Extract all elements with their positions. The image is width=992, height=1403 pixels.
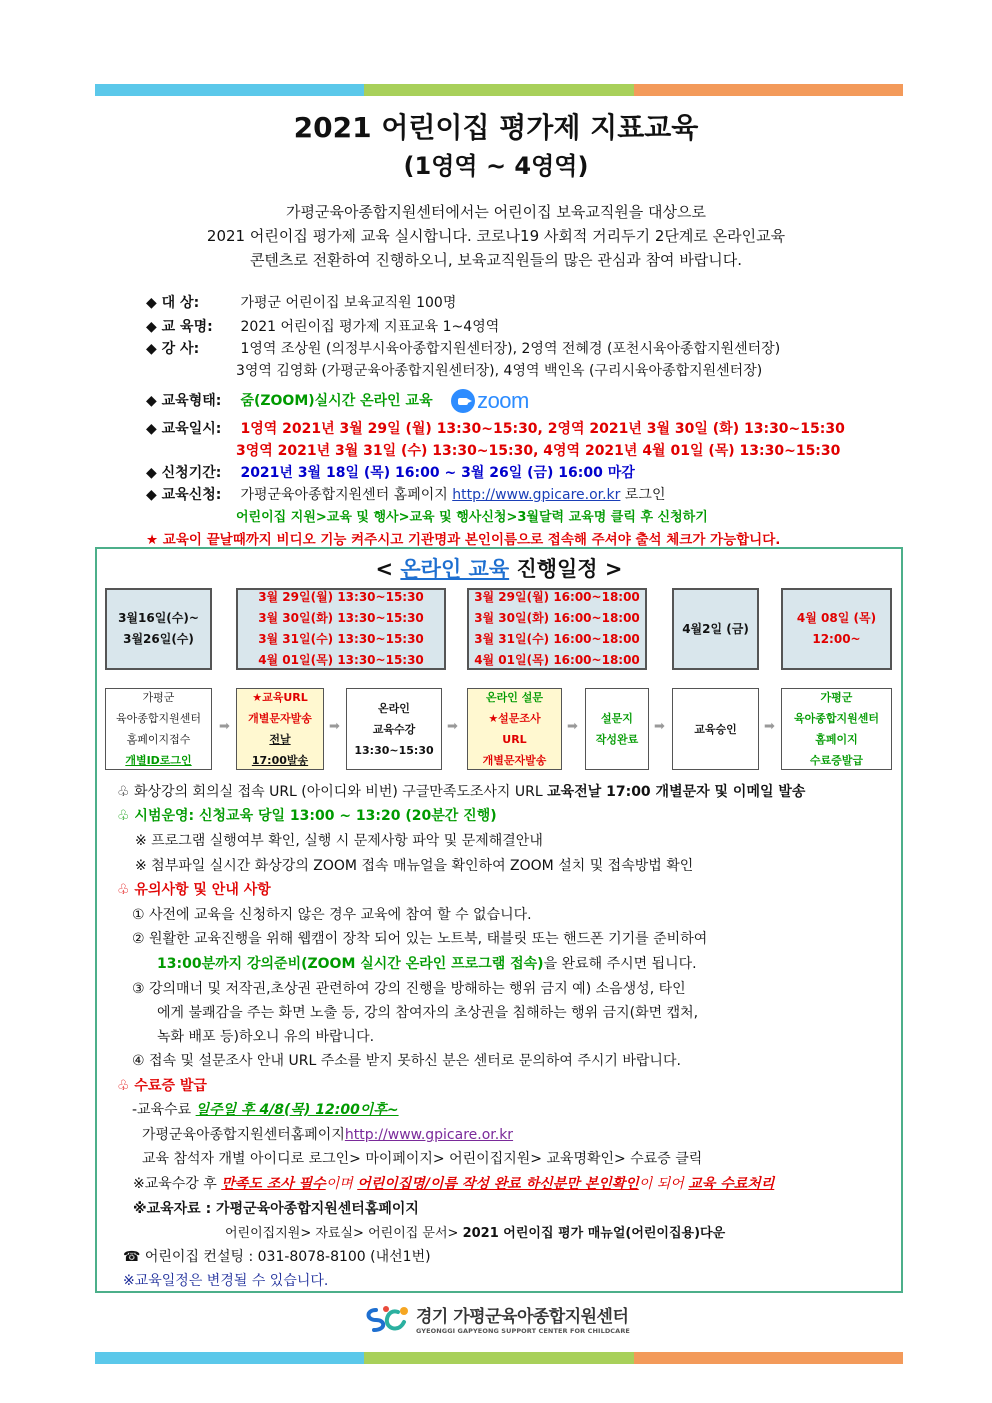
flow-text: 전날 [269, 733, 291, 746]
flow-step-url [236, 688, 324, 770]
apply-period-label: ◆ 신청기간: [146, 465, 222, 481]
info-target [146, 292, 456, 312]
schedule-title-bracket: < [375, 557, 394, 581]
flow-arrow-icon: ➡ [447, 719, 458, 734]
schedule-title [97, 553, 901, 583]
cond-red: 이며 [325, 1176, 353, 1192]
attendance-notice: ★ 교육이 끝날때까지 비디오 기능 켜주시고 기관명과 본인이름으로 접속해 주셔야 출석 체크가 가능합니다. [146, 532, 781, 548]
apply-path: 어린이집 지원>교육 및 행사>교육 및 행사신청>3월달력 교육명 클릭 후 신청하기 [236, 510, 708, 525]
flow-text: 홈페이지접수 [126, 733, 191, 746]
zoom-logo-text: zoom [477, 388, 529, 413]
center-name-korean: 경기 가평군육아종합지원센터 [416, 1307, 629, 1327]
info-lecturer [146, 338, 780, 358]
flow-text: 가평군 [142, 691, 175, 704]
center-name-english: GYEONGGI GAPYEONG SUPPORT CENTER FOR CHILDCARE [416, 1327, 630, 1335]
flow-step-apply [105, 688, 212, 770]
lecturer-line: 3영역 김영화 (가평군육아종합지원센터장), 4영역 백인옥 (구리시육아종합지원센터장) [236, 363, 763, 379]
date-text: 4월2일 (금) [682, 621, 749, 636]
flow-text: 온라인 설문 [486, 691, 543, 704]
zoom-logo [451, 388, 529, 414]
cond-red: 어린이집명/이름 작성 완료 하신분만 본인확인 [357, 1176, 639, 1192]
lecturer-label: ◆ 강 사: [146, 341, 200, 357]
cond-red: 만족도 조사 필수 [221, 1176, 326, 1192]
flow-text: 가평군 [820, 691, 853, 704]
zoom-camera-icon [451, 389, 475, 413]
caution-item-cont: 에게 불쾌감을 주는 화면 노출 등, 강의 참여자의 초상권을 침해하는 행위 금지(화면 캡처, [157, 1005, 699, 1021]
course-label: ◆ 교 육명: [146, 319, 213, 335]
flow-arrow-icon: ➡ [219, 719, 230, 734]
flow-step-class [346, 688, 442, 770]
course-value: 2021 어린이집 평가제 지표교육 1~4영역 [240, 319, 500, 335]
pilot-note: ※ 프로그램 실행여부 확인, 실행 시 문제사항 파악 및 문제해결안내 [135, 833, 543, 849]
date-text: 3월 29일(월) 13:30~15:30 [258, 590, 424, 604]
date-text: 3월 31일(수) 13:30~15:30 [258, 632, 424, 646]
certificate-label: -교육수료 [132, 1102, 192, 1118]
url-send-notice [117, 781, 805, 801]
flow-text: 개별문자발송 [482, 754, 547, 767]
date-text: 12:00~ [812, 632, 861, 646]
caution-text: 을 완료해 주시면 됩니다. [543, 956, 697, 972]
materials-path [225, 1222, 725, 1241]
flow-text: 온라인 [378, 701, 410, 715]
flow-step-survey [467, 688, 562, 770]
flow-text: 개별문자발송 [248, 712, 312, 725]
cond-text: ※교육수강 후 [133, 1176, 217, 1192]
notice-bold: 교육전날 17:00 개별문자 및 이메일 발송 [547, 784, 806, 800]
schedule-change-note: ※교육일정은 변경될 수 있습니다. [123, 1273, 329, 1289]
center-logo [362, 1302, 630, 1335]
site-url-link[interactable]: http://www.gpicare.or.kr [344, 1127, 514, 1143]
flow-text: 작성완료 [595, 733, 639, 746]
cautions-heading: ♧ 유의사항 및 안내 사항 [117, 882, 271, 898]
apply-url-link[interactable]: http://www.gpicare.or.kr [452, 487, 621, 503]
site-label: 가평군육아종합지원센터홈페이지 [142, 1127, 345, 1143]
bottom-color-stripe [95, 1352, 903, 1364]
info-format [146, 388, 529, 414]
flow-arrow-icon: ➡ [329, 719, 340, 734]
flow-step-approve [672, 688, 759, 770]
target-value: 가평군 어린이집 보육교직원 100명 [240, 295, 457, 311]
flow-text: 개별ID로그인 [125, 754, 192, 767]
flow-text: 설문지 [601, 712, 633, 725]
date-box-apply [105, 588, 212, 670]
flow-arrow-icon: ➡ [764, 719, 775, 734]
certificate-site [142, 1124, 513, 1144]
apply-suffix: 로그인 [624, 487, 666, 503]
consulting-phone: ☎ 어린이집 컨설팅 : 031-8078-8100 (내선1번) [123, 1249, 431, 1265]
schedule-box [95, 547, 903, 1293]
materials-line: ※교육자료 : 가평군육아종합지원센터홈페이지 [133, 1201, 419, 1217]
center-logo-icon [362, 1304, 410, 1334]
date-box-class [236, 588, 446, 670]
flow-arrow-icon: ➡ [567, 719, 578, 734]
flow-text: 수료증발급 [809, 754, 864, 767]
flow-text: ★교육URL [252, 691, 308, 704]
page-subtitle: (1영역 ~ 4영역) [403, 152, 589, 180]
apply-label: ◆ 교육신청: [146, 487, 222, 503]
caution-item: ② 원활한 교육진행을 위해 웹캠이 장착 되어 있는 노트북, 태블릿 또는 핸드폰 기기를 준비하여 [132, 931, 708, 947]
flow-text: 교육승인 [694, 722, 737, 736]
flow-step-survey-done [585, 688, 649, 770]
info-apply-period [146, 462, 635, 482]
info-dates [146, 418, 845, 438]
schedule-title-rest: 진행일정 [516, 557, 598, 581]
certificate-heading: ♧ 수료증 발급 [117, 1078, 207, 1094]
flow-text: 육아종합지원센터 [793, 712, 879, 725]
schedule-title-highlight: 온라인 교육 [400, 557, 510, 581]
date-text: 3월 29일(월) 16:00~18:00 [474, 590, 640, 604]
date-text: 4월 08일 (목) [796, 611, 877, 625]
apply-period-value: 2021년 3월 18일 (목) 16:00 ~ 3월 26일 (금) 16:00 마감 [240, 465, 635, 481]
caution-item: ① 사전에 교육을 신청하지 않은 경우 교육에 참여 할 수 없습니다. [132, 907, 532, 923]
pilot-run: ♧ 시범운영: 신청교육 당일 13:00 ~ 13:20 (20분간 진행) [117, 808, 497, 824]
dates-line: 1영역 2021년 3월 29일 (월) 13:30~15:30, 2영역 2021년 3월 30일 (화) 13:30~15:30 [240, 421, 845, 437]
date-text: 3월16일(수)~ [118, 611, 199, 625]
flow-step-cert [781, 688, 892, 770]
top-color-stripe [95, 84, 903, 96]
format-value: 줌(ZOOM)실시간 온라인 교육 [240, 393, 433, 409]
date-box-cert [781, 588, 892, 670]
caution-item-cont: 녹화 배포 등)하오니 유의 바랍니다. [157, 1029, 375, 1045]
certificate-time [132, 1099, 399, 1119]
flow-text: URL [502, 733, 527, 746]
info-apply [146, 484, 665, 504]
flow-text: 홈페이지 [815, 733, 858, 746]
date-text: 4월 01일(목) 13:30~15:30 [258, 653, 424, 667]
schedule-title-bracket: > [604, 557, 623, 581]
format-label: ◆ 교육형태: [146, 393, 222, 409]
page-title: 2021 어린이집 평가제 지표교육 [293, 111, 699, 144]
date-text: 3월 30일(화) 16:00~18:00 [474, 611, 640, 625]
date-text: 3월 31일(수) 16:00~18:00 [474, 632, 640, 646]
caution-item: ③ 강의매너 및 저작권,초상권 관련하여 강의 진행을 방해하는 행위 금지 예) 소음생성, 타인 [132, 981, 686, 997]
certificate-date: 일주일 후 4/8(목) 12:00이후~ [195, 1102, 399, 1118]
flow-text: 17:00발송 [251, 754, 309, 767]
flow-text: 13:30~15:30 [354, 743, 434, 757]
intro-paragraph [0, 200, 992, 272]
info-course [146, 316, 499, 336]
dates-line: 3영역 2021년 3월 31일 (수) 13:30~15:30, 4영역 2021년 4월 01일 (목) 13:30~15:30 [236, 443, 841, 459]
target-label: ◆ 대 상: [146, 295, 200, 311]
flow-text: 교육수강 [372, 722, 416, 736]
date-text: 4월 01일(목) 16:00~18:00 [474, 653, 640, 667]
lecturer-line: 1영역 조상원 (의정부시육아종합지원센터장), 2영역 전혜경 (포천시육아종합지원센터장) [240, 341, 781, 357]
flow-text: 육아종합지원센터 [115, 712, 201, 725]
flow-arrow-icon: ➡ [654, 719, 665, 734]
intro-line: 가평군육아종합지원센터에서는 어린이집 보육교직원을 대상으로 [285, 203, 707, 221]
pilot-note: ※ 첨부파일 실시간 화상강의 ZOOM 접속 매뉴얼을 확인하여 ZOOM 설치 및 접속방법 확인 [135, 858, 694, 874]
notice-text: ♧ 화상강의 회의실 접속 URL (아이디와 비번) 구글만족도조사지 URL [117, 784, 543, 800]
date-box-survey [467, 588, 647, 670]
date-text: 3월 30일(화) 13:30~15:30 [258, 611, 424, 625]
dates-label: ◆ 교육일시: [146, 421, 222, 437]
caution-highlight: 13:00분까지 강의준비(ZOOM 실시간 온라인 프로그램 접속) [157, 956, 544, 972]
flow-text: ★설문조사 [488, 712, 541, 725]
date-box-approve [672, 588, 759, 670]
intro-line: 2021 어린이집 평가제 교육 실시합니다. 코로나19 사회적 거리두기 2단계로 온라인교육 [206, 227, 786, 245]
date-text: 3월26일(수) [123, 632, 194, 646]
cond-red: 교육 수료처리 [688, 1176, 775, 1192]
completion-condition [133, 1173, 774, 1193]
caution-item-cont [157, 953, 697, 973]
apply-prefix: 가평군육아종합지원센터 홈페이지 [240, 487, 448, 503]
caution-item: ④ 접속 및 설문조사 안내 URL 주소를 받지 못하신 분은 센터로 문의하여 주시기 바랍니다. [132, 1053, 681, 1069]
cond-red: 이 되어 [638, 1176, 684, 1192]
intro-line: 콘텐츠로 전환하여 진행하오니, 보육교직원들의 많은 관심과 참여 바랍니다. [249, 251, 743, 269]
path-bold: 2021 어린이집 평가 매뉴얼(어린이집용)다운 [462, 1226, 726, 1241]
path-text: 어린이집지원> 자료실> 어린이집 문서> [225, 1226, 459, 1241]
certificate-steps: 교육 참석자 개별 아이디로 로그인> 마이페이지> 어린이집지원> 교육명확인> 수료증 클릭 [142, 1151, 703, 1167]
